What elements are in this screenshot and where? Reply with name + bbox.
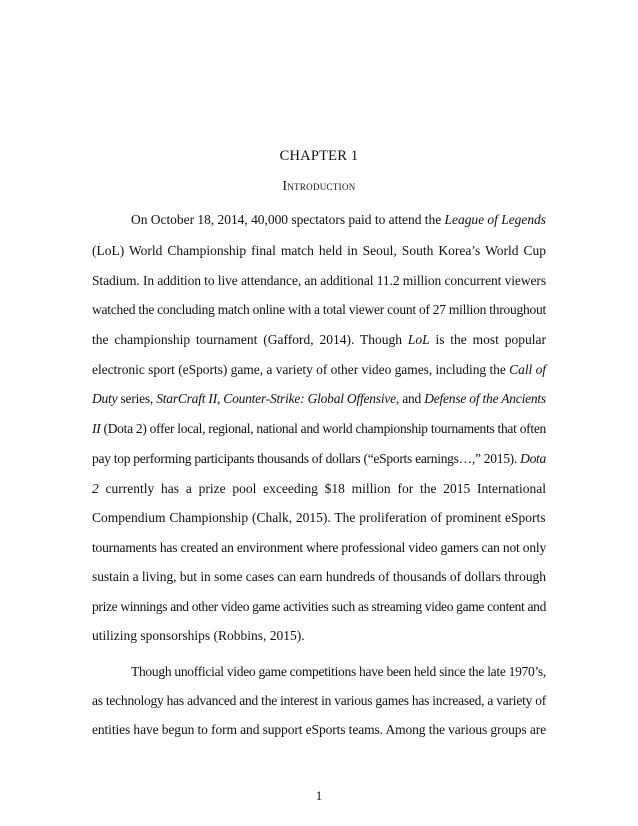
body-text-segment: pay top performing participants thousands of dollars (“eSports earnings…,” 2015).: [92, 451, 521, 466]
body-line: [92, 481, 546, 497]
italic-text: Dota: [520, 451, 546, 466]
body-text-segment: watched the concluding match online with a total viewer count of 27 million throughout: [92, 302, 546, 317]
body-text-segment: Though unofficial video game competitions have been held since the late 1970’s,: [131, 664, 546, 679]
body-line: [92, 693, 546, 709]
body-text-segment: the championship tournament (Gafford, 2014). Though: [92, 332, 408, 347]
chapter-label: CHAPTER 1: [279, 148, 359, 164]
body-text-segment: , and: [395, 391, 425, 406]
body-line: [92, 332, 546, 348]
body-line: [92, 243, 546, 259]
body-text-segment: On October 18, 2014, 40,000 spectators paid to attend the: [131, 212, 445, 227]
italic-text: LoL: [407, 332, 430, 347]
italic-text: StarCraft II: [156, 391, 217, 406]
body-line: [92, 451, 546, 467]
body-text-segment: prize winnings and other video game activities such as streaming video game content and: [92, 599, 546, 614]
body-line: [92, 569, 546, 585]
body-line: [92, 628, 305, 644]
italic-text: Call of: [509, 362, 546, 377]
body-text-segment: electronic sport (eSports) game, a variety of other video games, including the: [92, 362, 510, 377]
body-line: [92, 510, 546, 526]
page-number: 1: [315, 788, 323, 803]
body-line: [92, 599, 546, 615]
body-line: [92, 722, 546, 738]
italic-text: Counter-Strike: Global Offensive: [223, 391, 396, 406]
body-line: [92, 540, 546, 556]
body-line: [92, 302, 546, 318]
italic-text: Duty: [92, 391, 118, 406]
body-line: [131, 212, 546, 228]
body-text-segment: currently has a prize pool exceeding $18 million for the 2015 International: [98, 481, 546, 496]
body-text-segment: series,: [117, 391, 157, 406]
body-text-segment: tournaments has created an environment where professional video gamers can not only: [92, 540, 546, 555]
body-text-segment: is the most popular: [429, 332, 546, 347]
body-text-segment: (Dota 2) offer local, regional, national and world championship tournaments that often: [100, 421, 546, 436]
chapter-title: Introduction: [282, 178, 356, 193]
body-text-segment: utilizing sponsorships (Robbins, 2015).: [92, 628, 305, 643]
body-line: [92, 273, 546, 289]
body-text-segment: sustain a living, but in some cases can earn hundreds of thousands of dollars through: [92, 569, 546, 584]
body-text-segment: (LoL) World Championship final match held in Seoul, South Korea’s World Cup: [92, 243, 546, 258]
italic-text: 2: [92, 481, 99, 496]
italic-text: League of Legends: [444, 212, 546, 227]
body-text-segment: Compendium Championship (Chalk, 2015). The proliferation of prominent eSports: [92, 510, 546, 525]
body-line: [92, 421, 546, 437]
body-line: [92, 391, 546, 407]
body-line: [131, 664, 546, 680]
italic-text: Defense of the Ancients: [424, 391, 546, 406]
body-text-segment: Stadium. In addition to live attendance, an additional 11.2 million concurrent viewers: [92, 273, 546, 288]
body-text-segment: as technology has advanced and the interest in various games has increased, a variety of: [92, 693, 546, 708]
body-text-segment: ,: [216, 391, 224, 406]
body-text-segment: entities have begun to form and support eSports teams. Among the various groups are: [92, 722, 546, 737]
body-line: [92, 362, 546, 378]
italic-text: II: [92, 421, 101, 436]
